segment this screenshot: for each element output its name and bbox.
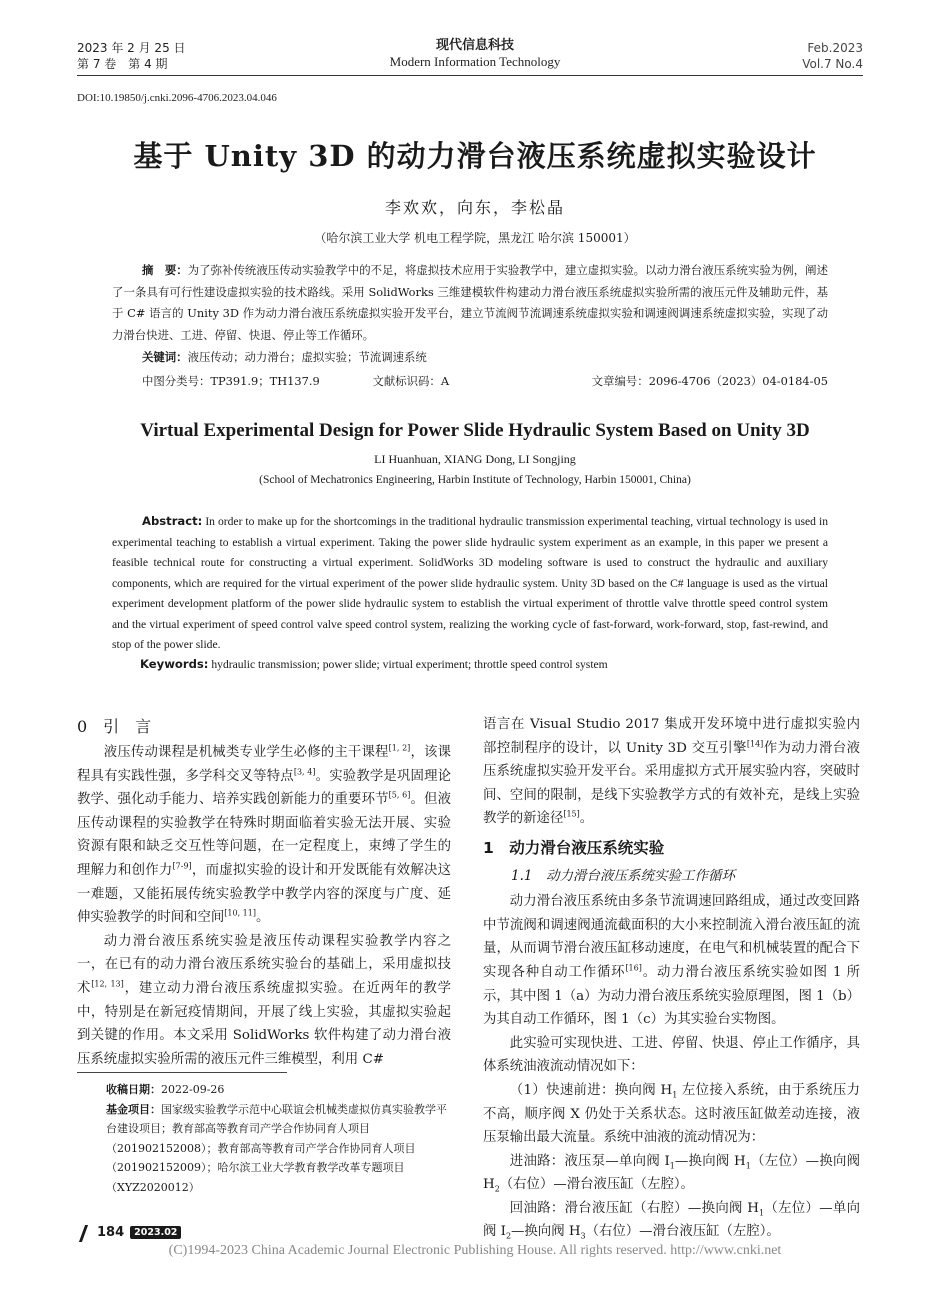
keywords-cn <box>142 349 828 365</box>
intro-paragraph-1: 液压传动课程是机械类专业学生必修的主干课程[1, 2]，该课程具有实践性强，多学科交叉等特点[3, 4]。实验教学是巩固理论教学、强化动手能力、培养实践创新能力的重要环节[5, 6]。但液压传动课程的实验教学在特殊时期面临着实验无法开展、实验资源有限和缺乏交互性等问题，在一定程度上，束缚了学生的理解力和创作力[7-9]，而虚拟实验的设计和开发既能有效解决这一难题，又能拓展传统实验教学中教学内容的深度与广度、延伸实验教学的时间和空间[10, 11]。 <box>77 743 452 926</box>
sec1-paragraph-1: 动力滑台液压系统由多条节流调速回路组成，通过改变回路中节流阀和调速阀通流截面积的大小来控制流入滑台液压缸的流量，从而调节滑台液压缸移动速度，在电气和机械装置的配合下实现各种自动工作循环[16]。动力滑台液压系统实验如图 1 所示，其中图 1（a）为动力滑台液压系统实验原理图，图 1（b）为其自动工作循环，图 1（c）为其实验台实物图。 <box>483 894 860 1028</box>
abstract-cn-label: 摘 要： <box>142 263 188 277</box>
sec1-paragraph-4: 进油路：液压泵—单向阀 $I_1—$换向阀 $H_1$（左位）—换向阀 $H_2$（右位）—滑台液压缸（左腔）。 <box>483 1153 861 1194</box>
header-volume: 第 7 卷 第 4 期 <box>77 57 168 71</box>
abstract-en-label: Abstract: <box>142 514 203 528</box>
abstract-cn-text: 为了弥补传统液压传动实验教学中的不足，将虚拟技术应用于实验教学中，建立虚拟实验。以动力滑台液压系统实验为例，阐述了一条具有可行性建设虚拟实验的技术路线。采用 SolidWorks 三维建模软件构建动力滑台液压系统虚拟实验所需的液压元件及辅助元件，基于 C# 语言的 Unity 3D 作为动力滑台液压系统虚拟实验开发平台，建立节流阀节流调速系统虚拟实验和调速阀调速系统虚拟实验，实现了动力滑台快进、工进、停留、快退、停止等工作循环。 <box>112 263 828 342</box>
fund-info: 基金项目：国家级实验教学示范中心联谊会机械类虚拟仿真实验教学平台建设项目；教育部高等教育司产学合作协同育人项目（201902152008）；教育部高等教育司产学合作协同育人项目（201902152009）；哈尔滨工业大学教育教学改革专题项目（XYZ2020012） <box>106 1102 447 1194</box>
article-no-value: 2096-4706（2023）04-0184-05 <box>648 374 828 388</box>
clc-label: 中图分类号： <box>142 374 211 388</box>
abstract-cn <box>112 260 828 346</box>
header-month: Feb.2023 <box>807 41 863 55</box>
copyright-footer: (C)1994-2023 China Academic Journal Electronic Publishing House. All rights reserved. http://www.cnki.net <box>168 1243 782 1258</box>
left-column <box>77 741 451 1071</box>
section-1-1-heading: 1.1 动力滑台液压系统实验工作循环 <box>511 867 735 884</box>
page-slash-icon <box>77 1226 91 1240</box>
page-number: 184 <box>97 1225 125 1240</box>
header-vol-no: Vol.7 No.4 <box>802 57 863 71</box>
abstract-en <box>112 511 828 656</box>
abstract-en-text: In order to make up for the shortcomings in the traditional hydraulic transmission experimental teaching, virtual technology is used in experimental teaching to establish a virtual experiment. Taking the power slide hydraulic system experiment as an example, in this paper we present a feasible technical route for constructing a virtual experiment. SolidWorks 3D modeling software is used to construct the hydraulic and auxiliary components, which are required for the virtual experiment of the power slide hydraulic system. Unity 3D based on the C# language is used as the virtual experiment development platform of the power slide hydraulic system to establish the virtual experiment of throttle valve throttle speed control system and the virtual experiment of speed control valve speed control system, realizing the working cycle of fast-forward, work-forward, stop, fast-rewind, and stop of the power slide. <box>112 515 828 651</box>
article-no-label: 文章编号： <box>591 374 649 388</box>
journal-name-en: Modern Information Technology <box>389 54 561 69</box>
doc-code-label: 文献标识码： <box>372 374 441 388</box>
keywords-cn-text: 液压传动；动力滑台；虚拟实验；节流调速系统 <box>187 350 427 364</box>
intro-paragraph-2: 动力滑台液压系统实验是液压传动课程实验教学内容之一，在已有的动力滑台液压系统实验台的基础上，采用虚拟技术[12, 13]，建立动力滑台液压系统虚拟实验。在近两年的教学中，特别是在新冠疫情期间，开展了线上实验，其虚拟实验起到关键的作用。本文采用 SolidWorks 软件构建了动力滑台液压系统虚拟实验所需的液压元件三维模型，利用 C# <box>77 933 452 1067</box>
classification-row <box>142 373 828 389</box>
paper-title: 基于 Unity 3D 的动力滑台液压系统虚拟实验设计 <box>133 139 817 173</box>
doi: DOI:10.19850/j.cnki.2096-4706.2023.04.046 <box>77 92 277 104</box>
keywords-cn-label: 关键词： <box>142 350 188 364</box>
section-1-heading: 1 动力滑台液压系统实验 <box>483 838 665 857</box>
keywords-en-text: hydraulic transmission; power slide; virtual experiment; throttle speed control system <box>211 658 608 671</box>
english-affiliation: (School of Mechatronics Engineering, Harbin Institute of Technology, Harbin 150001, China) <box>259 474 691 486</box>
footnote-rule <box>77 1072 287 1073</box>
english-authors: LI Huanhuan, XIANG Dong, LI Songjing <box>374 452 576 466</box>
sec1-paragraph-2: 此实验可实现快进、工进、停留、快退、停止工作循序，具体系统油液流动情况如下： <box>483 1035 860 1075</box>
journal-name-cn: 现代信息科技 <box>435 38 514 53</box>
header-date: 2023 年 2 月 25 日 <box>77 41 186 55</box>
keywords-en-label: Keywords: <box>140 657 209 671</box>
page-date-badge: 2023.02 <box>130 1226 181 1239</box>
received-date: 收稿日期：2022-09-26 <box>106 1083 225 1096</box>
keywords-en <box>140 657 830 671</box>
right-column <box>483 713 860 1244</box>
english-title: Virtual Experimental Design for Power Slide Hydraulic System Based on Unity 3D <box>140 420 810 441</box>
page-number-block <box>77 1225 181 1240</box>
sec1-paragraph-5: 回油路：滑台液压缸（右腔）—换向阀 $H_1$（左位）—单向阀 $I_2—$换向阀 $H_3$（右位）—滑台液压缸（左腔）。 <box>483 1200 860 1242</box>
sec1-paragraph-3: （1）快速前进：换向阀 $H_1$ 左位接入系统，由于系统压力不高，顺序阀 X 仍处于关系状态。这时液压缸做差动连接，液压泵输出最大流量。系统中油液的流动情况为： <box>483 1082 861 1146</box>
authors: 李欢欢，向东，李松晶 <box>384 198 565 217</box>
intro-paragraph-3: 语言在 Visual Studio 2017 集成开发环境中进行虚拟实验内部控制程序的设计，以 Unity 3D 交互引擎[14]作为动力滑台液压系统虚拟实验开发平台。采用虚拟方式开展实验内容，突破时间、空间的限制，是线下实验教学方式的有效补充，是线上实验教学的新途径[15]。 <box>483 717 860 827</box>
doc-code-value: A <box>440 374 450 388</box>
footnote <box>77 1080 452 1198</box>
clc-value: TP391.9；TH137.9 <box>210 374 320 388</box>
header-rule <box>77 75 863 76</box>
section-0-heading: 0 引 言 <box>77 717 152 736</box>
affiliation: （哈尔滨工业大学 机电工程学院，黑龙江 哈尔滨 150001） <box>314 231 636 245</box>
header-volume-en <box>802 40 863 72</box>
